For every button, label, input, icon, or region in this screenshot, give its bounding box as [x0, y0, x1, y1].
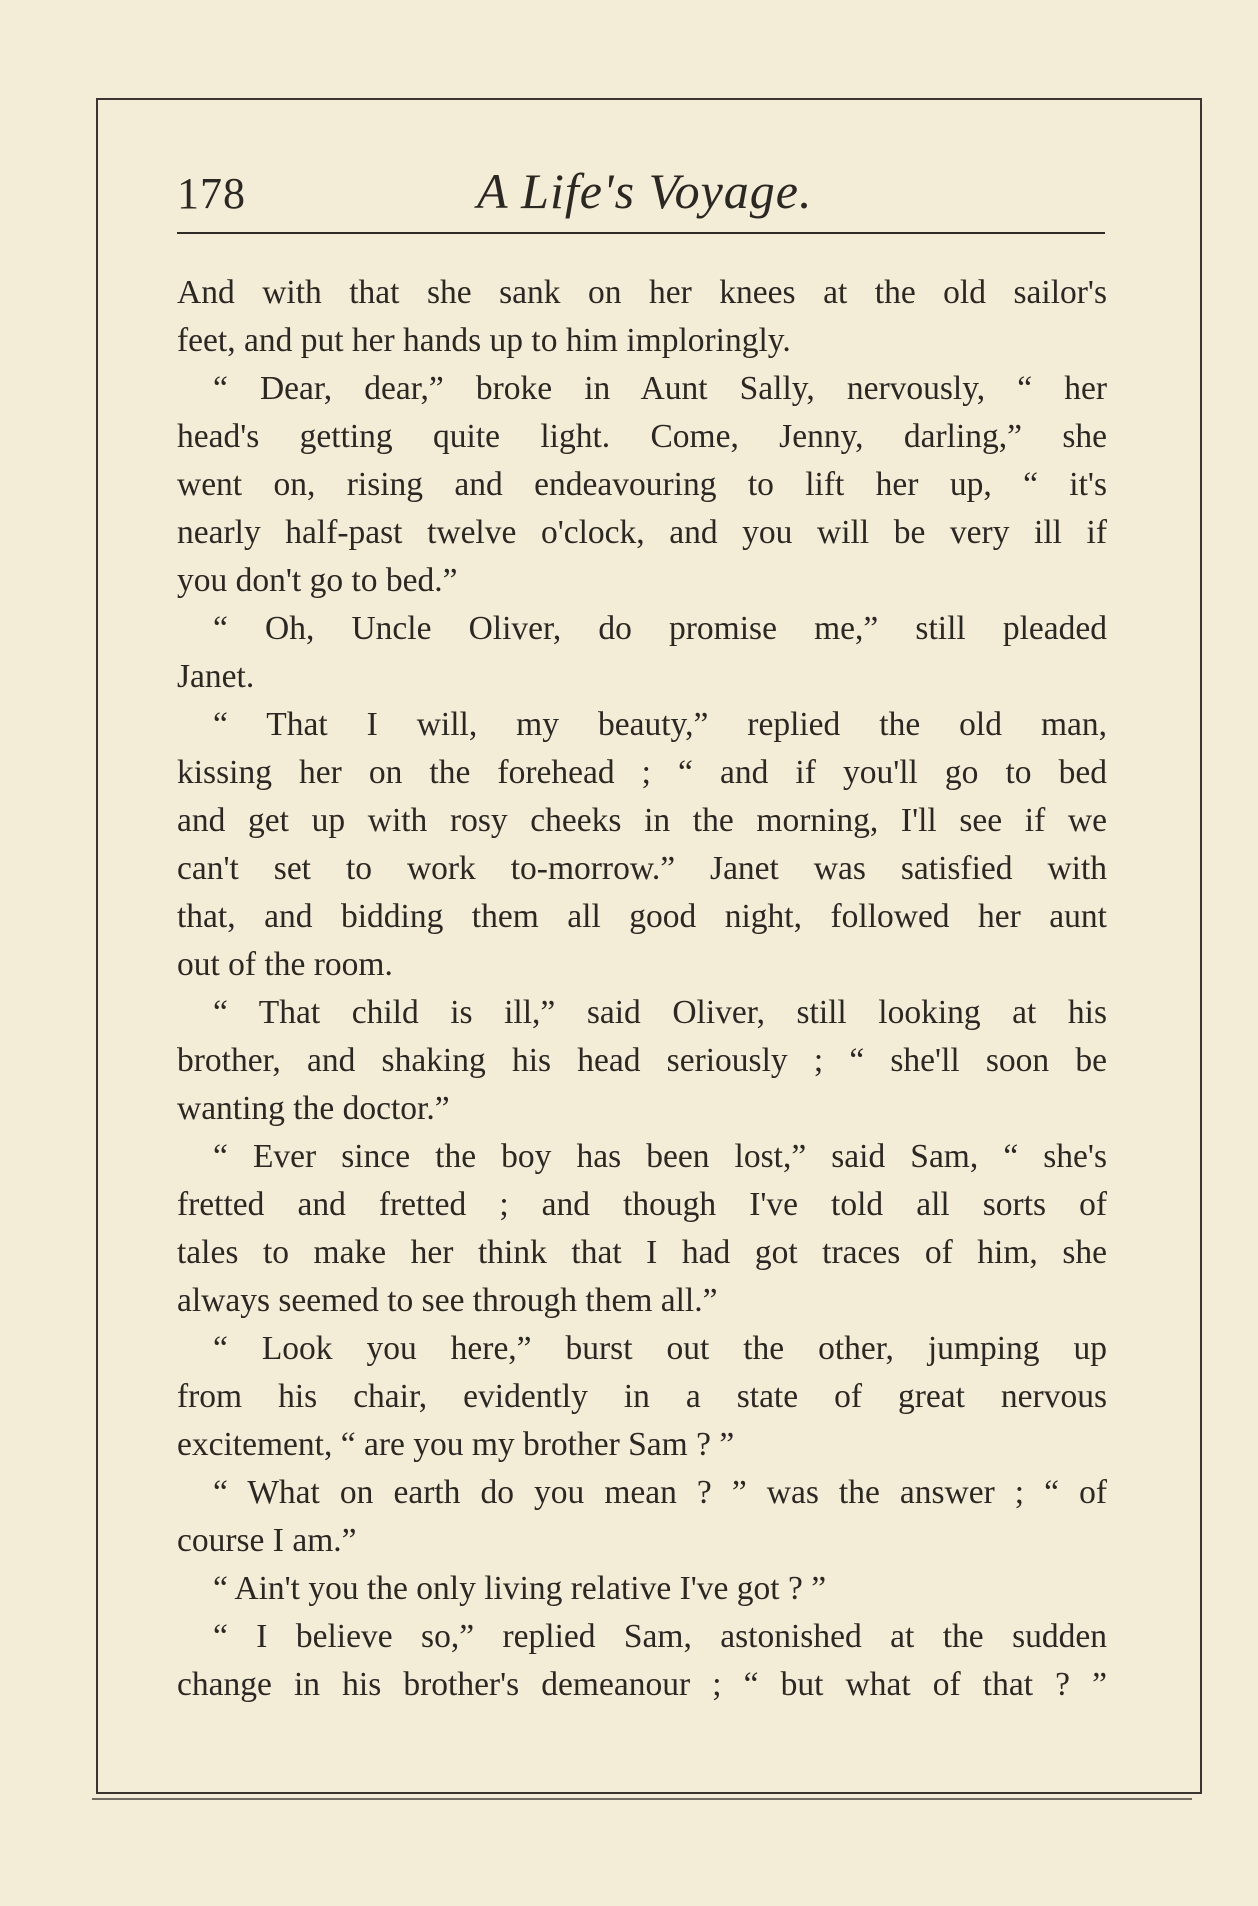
text-line: tales to make her think that I had got traces of him, she [177, 1234, 1107, 1271]
body-text [177, 269, 1107, 1709]
text-line: change in his brother's demeanour ; “ but what of that ? ” [177, 1666, 1107, 1703]
text-line: brother, and shaking his head seriously ; “ she'll soon be [177, 1042, 1107, 1079]
text-line: can't set to work to-morrow.” Janet was satisfied with [177, 850, 1107, 887]
text-line: course I am.” [177, 1522, 357, 1559]
header-rule [177, 232, 1105, 234]
text-line: wanting the doctor.” [177, 1090, 450, 1127]
text-line: head's getting quite light. Come, Jenny, darling,” she [177, 418, 1107, 455]
text-line: “ I believe so,” replied Sam, astonished at the sudden [213, 1618, 1107, 1655]
text-line: “ Ever since the boy has been lost,” said Sam, “ she's [213, 1138, 1107, 1175]
text-line: nearly half-past twelve o'clock, and you will be very ill if [177, 514, 1107, 551]
text-line: fretted and fretted ; and though I've told all sorts of [177, 1186, 1107, 1223]
text-line: from his chair, evidently in a state of great nervous [177, 1378, 1107, 1415]
text-line: went on, rising and endeavouring to lift her up, “ it's [177, 466, 1107, 503]
text-line: “ Dear, dear,” broke in Aunt Sally, nervously, “ her [213, 370, 1107, 407]
text-line: “ Look you here,” burst out the other, jumping up [213, 1330, 1107, 1367]
text-line: out of the room. [177, 946, 393, 983]
text-line: always seemed to see through them all.” [177, 1282, 718, 1319]
text-line: And with that she sank on her knees at the old sailor's [177, 274, 1107, 311]
text-line: kissing her on the forehead ; “ and if you'll go to bed [177, 754, 1107, 791]
text-line: “ That child is ill,” said Oliver, still looking at his [213, 994, 1107, 1031]
running-head [177, 160, 1107, 232]
text-line: feet, and put her hands up to him imploringly. [177, 322, 791, 359]
text-line: Janet. [177, 658, 255, 695]
text-line: “ That I will, my beauty,” replied the old man, [213, 706, 1107, 743]
text-line: you don't go to bed.” [177, 562, 458, 599]
text-line: excitement, “ are you my brother Sam ? ” [177, 1426, 735, 1463]
page-number: 178 [177, 169, 246, 218]
text-line: “ What on earth do you mean ? ” was the answer ; “ of [213, 1474, 1107, 1511]
text-line: and get up with rosy cheeks in the morning, I'll see if we [177, 802, 1107, 839]
text-line: “ Ain't you the only living relative I've got ? ” [213, 1570, 827, 1607]
text-line: that, and bidding them all good night, followed her aunt [177, 898, 1107, 935]
text-line: “ Oh, Uncle Oliver, do promise me,” still pleaded [213, 610, 1107, 647]
running-title: A Life's Voyage. [477, 163, 813, 219]
